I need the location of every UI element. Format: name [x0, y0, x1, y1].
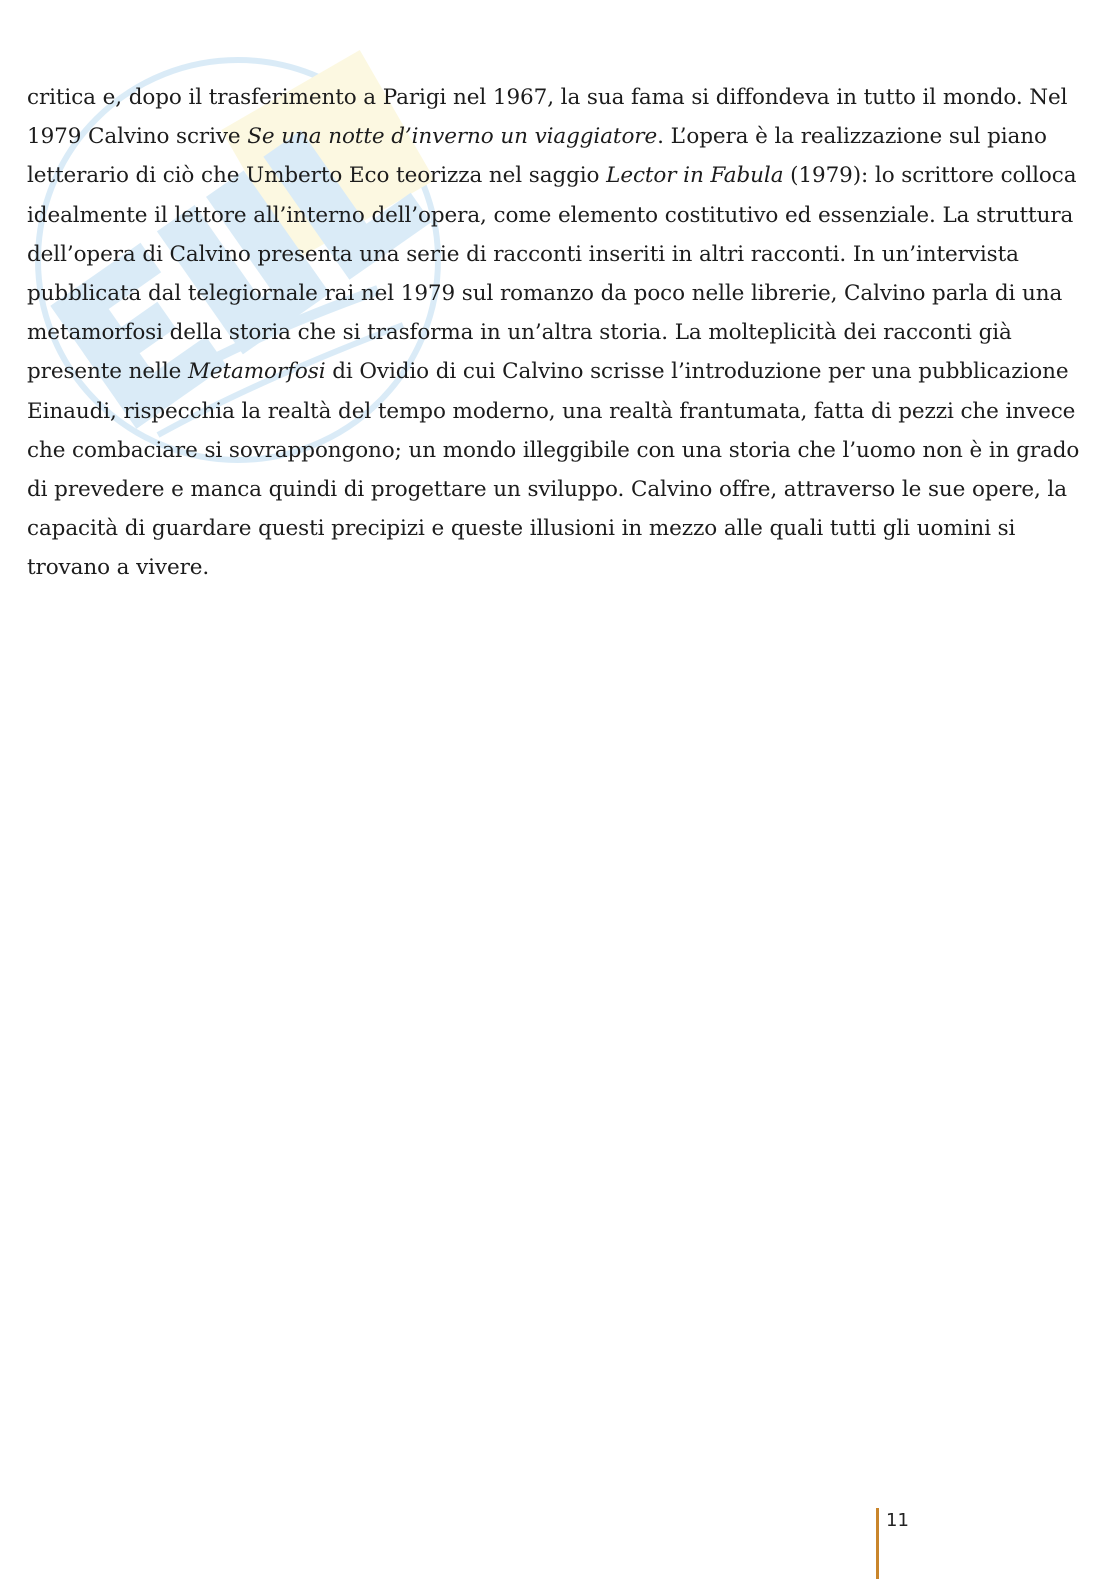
body-text-segment: di Ovidio di cui Calvino scrisse l’introduzione per una pubblicazione Einaudi, rispecchia la realtà del tempo moderno, una realtà frantumata, fatta di pezzi che invece che combaciare si sovrappongono; un mondo illeggibile con una storia che l’uomo non è in grado di prevedere e manca quindi di progettare un sviluppo. Calvino offre, attraverso le sue opere, la capacità di guardare questi precipizi e queste illusioni in mezzo alle quali tutti gli uomini si trovano a vivere. — [27, 359, 1080, 581]
book-title-se-una-notte: Se una notte d’inverno un viaggiatore — [247, 124, 658, 150]
page-number-divider — [876, 1508, 879, 1579]
body-text-segment: . L’opera è la realizzazione sul piano letterario di ciò che Umberto Eco teorizza nel saggio — [27, 124, 1047, 189]
body-text-segment: critica e, dopo il trasferimento a Parigi nel 1967, la sua fama si diffondeva in tutto il mondo. Nel 1979 Calvino scrive — [27, 85, 1068, 150]
body-text-segment: (1979): lo scrittore colloca idealmente il lettore all’interno dell’opera, come elemento costitutivo ed essenziale. La struttura dell’opera di Calvino presenta una serie di racconti inseriti in altri racconti. In un’intervista pubblicata dal telegiornale rai nel 1979 sul romanzo da poco nelle librerie, Calvino parla di una metamorfosi della storia che si trasforma in un’altra storia. La molteplicità dei racconti già presente nelle — [27, 163, 1077, 385]
body-paragraph — [27, 78, 1087, 588]
book-title-metamorfosi: Metamorfosi — [187, 359, 326, 385]
book-title-lector-in-fabula: Lector in Fabula — [606, 163, 784, 189]
page-number: 11 — [886, 1510, 909, 1531]
